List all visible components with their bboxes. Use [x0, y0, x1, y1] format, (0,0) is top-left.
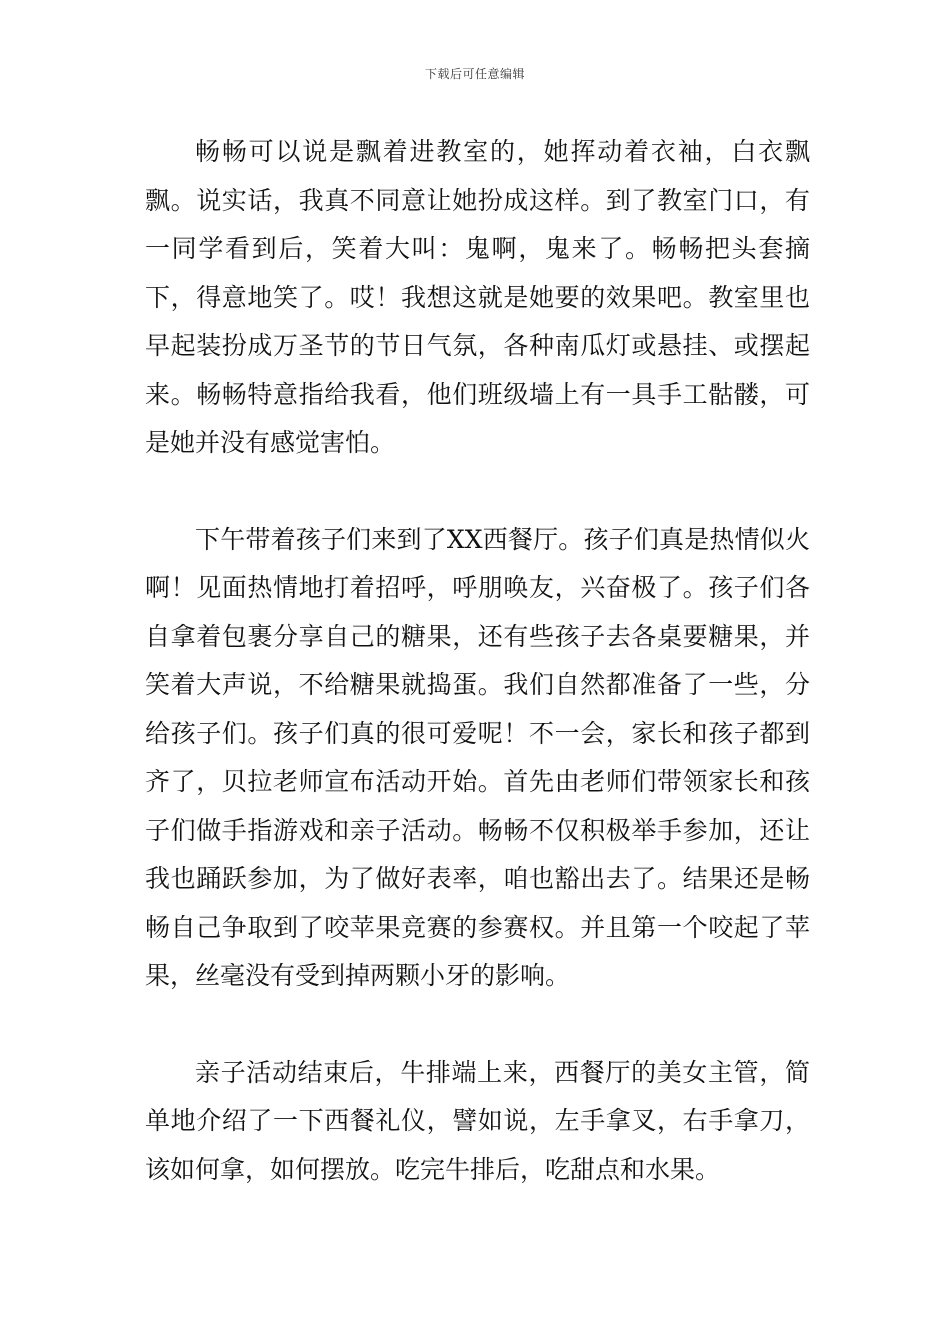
document-body: [145, 128, 810, 1194]
paragraph-2: 下午带着孩子们来到了XX西餐厅。孩子们真是热情似火啊！见面热情地打着招呼，呼朋唤友，兴奋极了。孩子们各自拿着包裹分享自己的糖果，还有些孩子去各桌要糖果，并笑着大声说，不给糖果就捣蛋。我们自然都准备了一些，分给孩子们。孩子们真的很可爱呢！不一会，家长和孩子都到齐了，贝拉老师宣布活动开始。首先由老师们带领家长和孩子们做手指游戏和亲子活动。畅畅不仅积极举手参加，还让我也踊跃参加，为了做好表率，咱也豁出去了。结果还是畅畅自己争取到了咬苹果竞赛的参赛权。并且第一个咬起了苹果，丝毫没有受到掉两颗小牙的影响。: [145, 524, 810, 990]
page-header: 下载后可任意编辑: [424, 67, 525, 81]
paragraph-1: 畅畅可以说是飘着进教室的，她挥动着衣袖，白衣飘飘。说实话，我真不同意让她扮成这样。到了教室门口，有一同学看到后，笑着大叫：鬼啊，鬼来了。畅畅把头套摘下，得意地笑了。哎！我想这就是她要的效果吧。教室里也早起装扮成万圣节的节日气氛，各种南瓜灯或悬挂、或摆起来。畅畅特意指给我看，他们班级墙上有一具手工骷髅，可是她并没有感觉害怕。: [145, 137, 810, 457]
paragraph-3: 亲子活动结束后，牛排端上来，西餐厅的美女主管，简单地介绍了一下西餐礼仪，譬如说，左手拿叉，右手拿刀，该如何拿，如何摆放。吃完牛排后，吃甜点和水果。: [145, 1057, 810, 1184]
